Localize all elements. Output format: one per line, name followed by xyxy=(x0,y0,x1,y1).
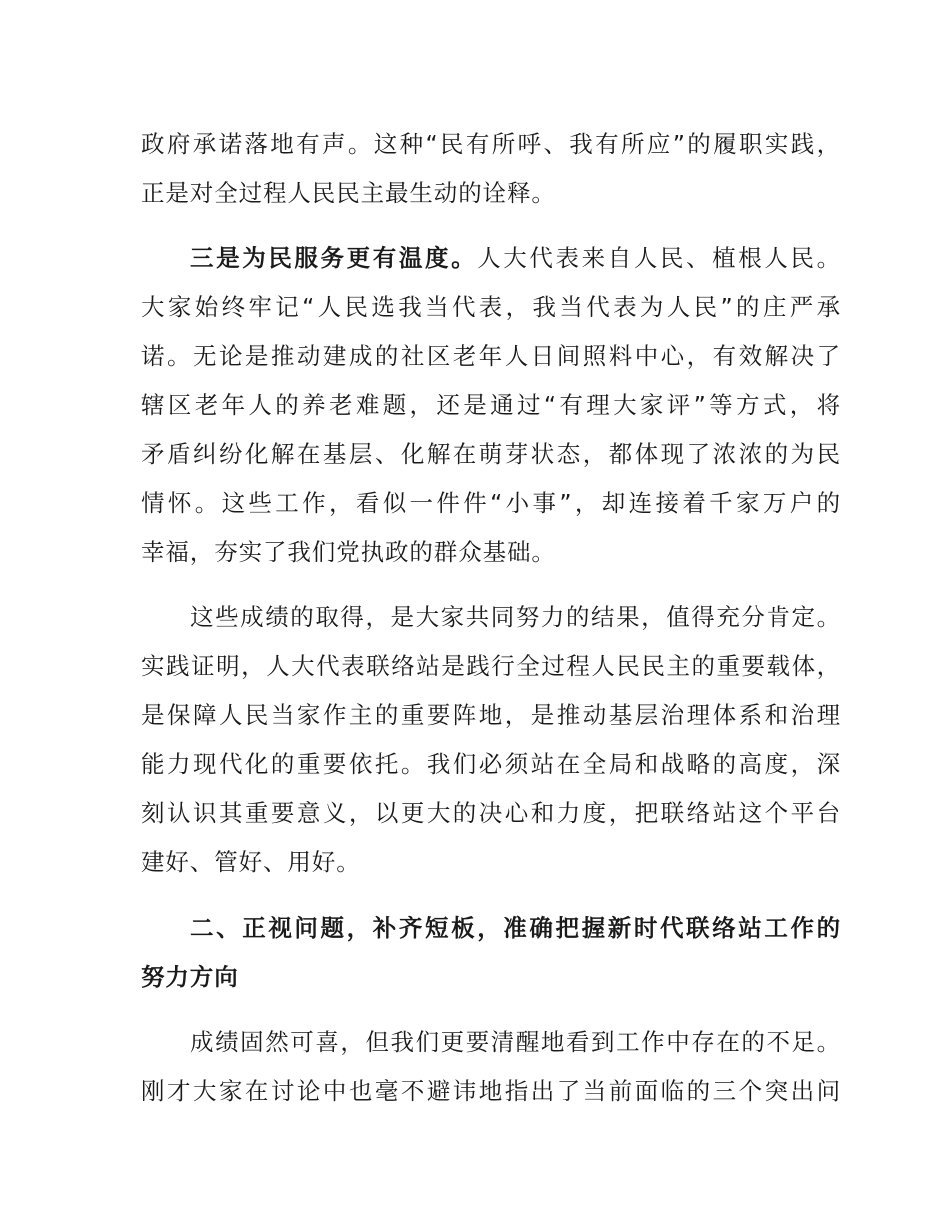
paragraph-2-line-1 xyxy=(190,238,841,278)
paragraph-3-line-2: 实践证明，人大代表联络站是践行全过程人民民主的重要载体， xyxy=(141,652,841,680)
paragraph-2-line-5: 矛盾纠纷化解在基层、化解在萌芽状态，都体现了浓浓的为民 xyxy=(141,440,841,468)
paragraph-2-line-3: 诺。无论是推动建成的社区老年人日间照料中心，有效解决了 xyxy=(141,342,841,370)
paragraph-2-line-7: 幸福，夯实了我们党执政的群众基础。 xyxy=(141,538,556,566)
section-heading-line-2: 努力方向 xyxy=(141,963,239,991)
paragraph-2-bold-lead: 三是为民服务更有温度。 xyxy=(190,244,478,272)
paragraph-1-line-2: 正是对全过程人民民主最生动的诠释。 xyxy=(141,179,556,207)
paragraph-4-line-1: 成绩固然可喜，但我们更要清醒地看到工作中存在的不足。 xyxy=(190,1028,841,1056)
section-heading-line-1: 二、正视问题，补齐短板，准确把握新时代联络站工作的 xyxy=(190,914,841,942)
paragraph-3-line-3: 是保障人民当家作主的重要阵地，是推动基层治理体系和治理 xyxy=(141,701,841,729)
paragraph-2-line-1-rest: 人大代表来自人民、植根人民。 xyxy=(477,244,841,272)
paragraph-2-line-6: 情怀。这些工作，看似一件件“小事”，却连接着千家万户的 xyxy=(141,489,841,517)
paragraph-3-line-4: 能力现代化的重要依托。我们必须站在全局和战略的高度，深 xyxy=(141,750,841,778)
paragraph-3-line-6: 建好、管好、用好。 xyxy=(141,848,361,876)
paragraph-3-line-5: 刻认识其重要意义，以更大的决心和力度，把联络站这个平台 xyxy=(141,799,841,827)
paragraph-4-line-2: 刚才大家在讨论中也毫不避讳地指出了当前面临的三个突出问 xyxy=(141,1077,841,1105)
paragraph-2-line-4: 辖区老年人的养老难题，还是通过“有理大家评”等方式，将 xyxy=(141,391,841,419)
paragraph-2-line-2: 大家始终牢记“人民选我当代表，我当代表为人民”的庄严承 xyxy=(141,293,841,321)
paragraph-1-line-1: 政府承诺落地有声。这种“民有所呼、我有所应”的履职实践， xyxy=(141,130,841,158)
paragraph-3-line-1: 这些成绩的取得，是大家共同努力的结果，值得充分肯定。 xyxy=(190,603,841,631)
